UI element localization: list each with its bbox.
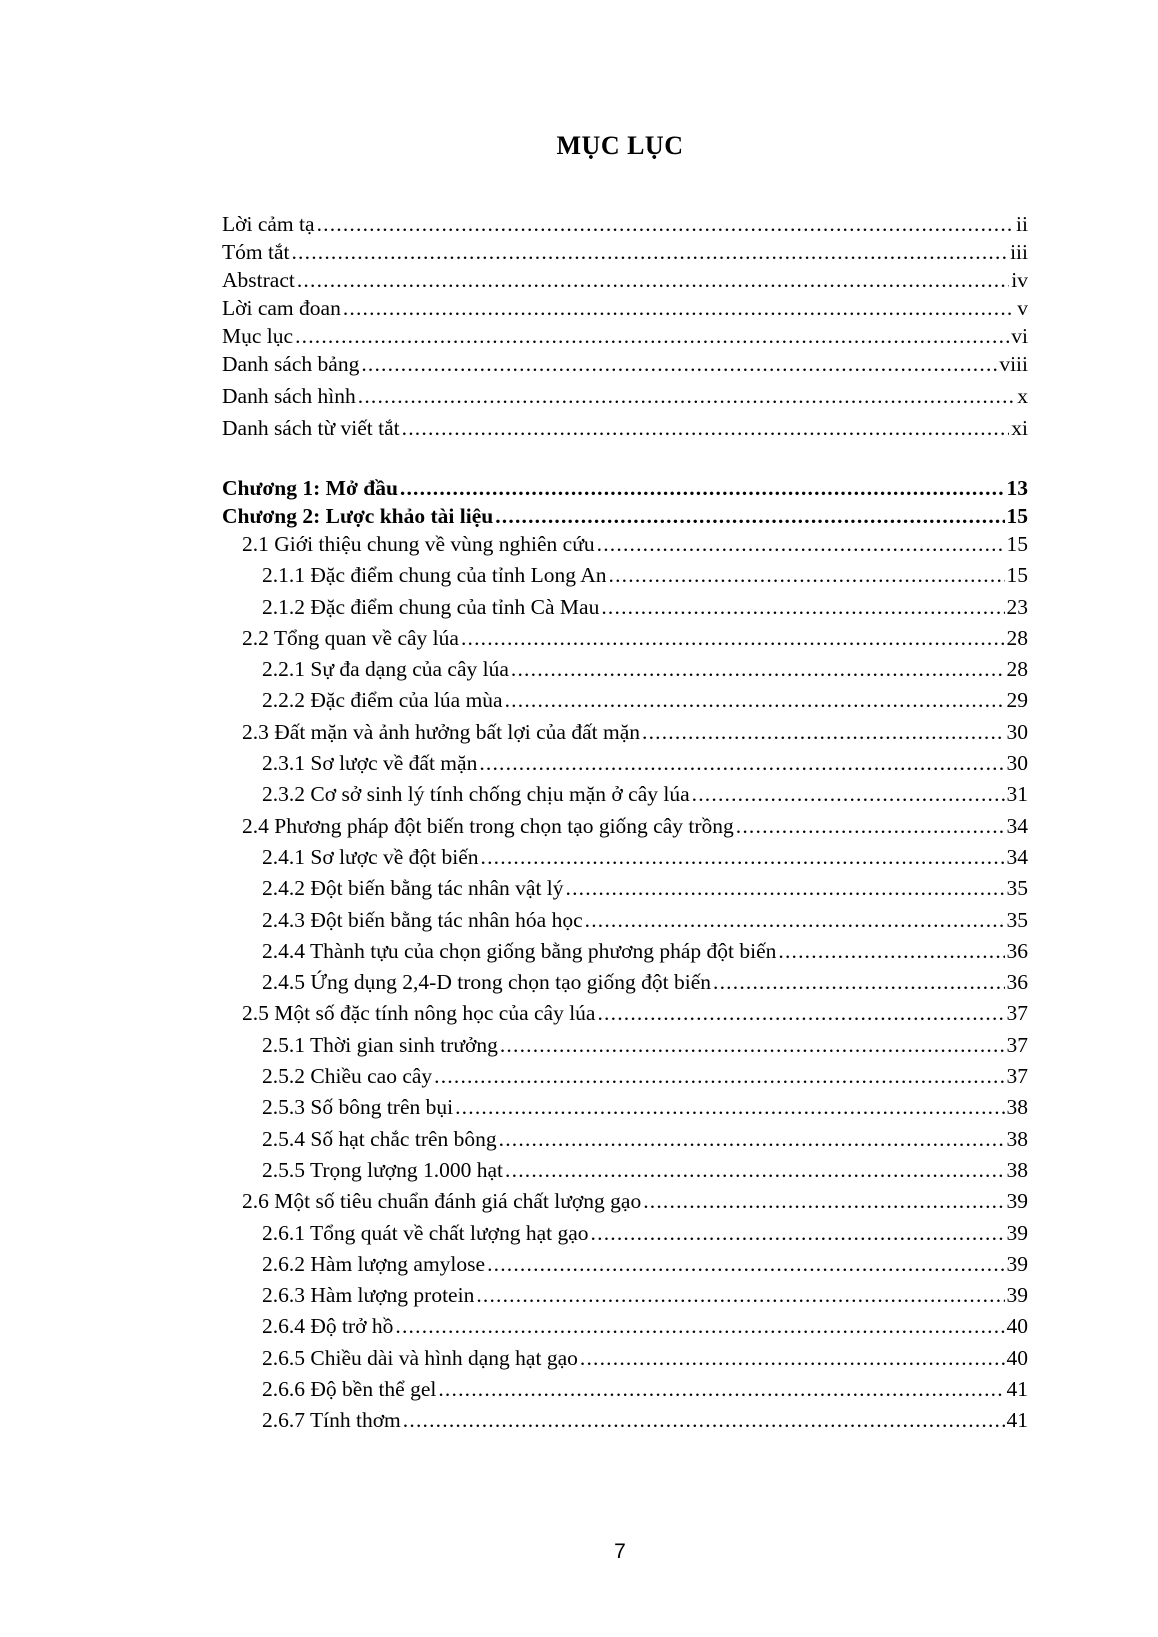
- toc-entry[interactable]: [222, 876, 1028, 907]
- toc-entry-label: 2.4.4 Thành tựu của chọn giống bằng phương pháp đột biến: [262, 938, 777, 963]
- toc-entry[interactable]: [222, 240, 1028, 268]
- toc-entry-label: 2.2.2 Đặc điểm của lúa mùa: [262, 688, 503, 713]
- toc-entry-label: 2.4.3 Đột biến bằng tác nhân hóa học: [262, 907, 583, 932]
- dot-leader: [358, 384, 1016, 409]
- dot-leader: [400, 476, 1005, 501]
- toc-entry[interactable]: [222, 352, 1028, 384]
- toc-entry[interactable]: [222, 324, 1028, 352]
- toc-entry[interactable]: [222, 1001, 1028, 1032]
- dot-leader: [778, 939, 1004, 964]
- toc-entry[interactable]: [222, 908, 1028, 939]
- toc-entry[interactable]: [222, 782, 1028, 813]
- toc-entry[interactable]: [222, 504, 1028, 532]
- toc-entry-page: 15: [1006, 504, 1028, 528]
- toc-entry[interactable]: [222, 751, 1028, 782]
- page-title: MỤC LỤC: [556, 131, 684, 160]
- toc-entry[interactable]: [222, 416, 1028, 448]
- toc-entry-page: 28: [1006, 657, 1028, 682]
- toc-entry-label: 2.5.2 Chiều cao cây: [262, 1064, 433, 1089]
- dot-leader: [609, 563, 1005, 588]
- toc-entry[interactable]: [222, 268, 1028, 296]
- toc-entry-label: 2.5.1 Thời gian sinh trưởng: [262, 1032, 498, 1057]
- toc-entry-page: iv: [1011, 268, 1028, 292]
- front-matter-toc: [222, 212, 1028, 448]
- toc-entry-page: 35: [1006, 876, 1028, 901]
- toc-entry-label: Danh sách hình: [222, 384, 356, 408]
- toc-entry-label: 2.4 Phương pháp đột biến trong chọn tạo giống cây trồng: [242, 813, 734, 838]
- dot-leader: [403, 1408, 1005, 1433]
- toc-entry[interactable]: [222, 939, 1028, 970]
- dot-leader: [505, 688, 1005, 713]
- toc-entry[interactable]: [222, 657, 1028, 688]
- toc-entry-page: 41: [1006, 1377, 1028, 1402]
- toc-entry[interactable]: [222, 1033, 1028, 1064]
- toc-entry-page: 38: [1006, 1095, 1028, 1120]
- toc-entry-page: 35: [1006, 907, 1028, 932]
- dot-leader: [591, 1221, 1005, 1246]
- toc-entry-label: 2.3 Đất mặn và ảnh hưởng bất lợi của đất mặn: [242, 719, 640, 744]
- toc-entry[interactable]: [222, 970, 1028, 1001]
- toc-entry-page: 37: [1006, 1064, 1028, 1089]
- toc-entry-label: Lời cam đoan: [222, 296, 341, 320]
- toc-entry-page: xi: [1011, 416, 1028, 440]
- toc-entry-label: 2.4.2 Đột biến bằng tác nhân vật lý: [262, 876, 564, 901]
- toc-entry[interactable]: [222, 1283, 1028, 1314]
- dot-leader: [499, 1127, 1005, 1152]
- dot-leader: [476, 1283, 1004, 1308]
- toc-entry-label: Mục lục: [222, 324, 294, 348]
- dot-leader: [438, 1377, 1004, 1402]
- toc-entry-label: 2.4.5 Ứng dụng 2,4-D trong chọn tạo giống đột biến: [262, 970, 712, 995]
- toc-entry-label: 2.6 Một số tiêu chuẩn đánh giá chất lượng gạo: [242, 1189, 642, 1214]
- toc-entry[interactable]: [222, 595, 1028, 626]
- dot-leader: [713, 970, 1004, 995]
- toc-entry[interactable]: [222, 1189, 1028, 1220]
- toc-entry[interactable]: [222, 1346, 1028, 1377]
- toc-entry[interactable]: [222, 688, 1028, 719]
- dot-leader: [736, 814, 1005, 839]
- toc-entry-label: Chương 1: Mở đầu: [222, 476, 398, 500]
- toc-entry[interactable]: [222, 532, 1028, 563]
- toc-entry-label: 2.5.4 Số hạt chắc trên bông: [262, 1126, 497, 1151]
- toc-entry-label: 2.2 Tổng quan về cây lúa: [242, 625, 459, 650]
- toc-entry[interactable]: [222, 1064, 1028, 1095]
- toc-entry[interactable]: [222, 1095, 1028, 1126]
- toc-entry-label: 2.2.1 Sự đa dạng của cây lúa: [262, 657, 509, 682]
- toc-entry-page: 23: [1006, 594, 1028, 619]
- dot-leader: [580, 1346, 1005, 1371]
- toc-entry-page: 38: [1006, 1126, 1028, 1151]
- dot-leader: [487, 1252, 1004, 1277]
- toc-entry-page: 34: [1006, 844, 1028, 869]
- dot-leader: [643, 1189, 1004, 1214]
- toc-entry-page: 30: [1006, 719, 1028, 744]
- toc-entry-page: 36: [1006, 970, 1028, 995]
- dot-leader: [481, 845, 1005, 870]
- toc-entry-label: 2.6.4 Độ trở hồ: [262, 1314, 394, 1339]
- toc-entry[interactable]: [222, 845, 1028, 876]
- toc-entry-label: Lời cảm tạ: [222, 212, 315, 236]
- dot-leader: [495, 504, 1004, 529]
- toc-entry-label: 2.3.2 Cơ sở sinh lý tính chống chịu mặn ở cây lúa: [262, 782, 690, 807]
- toc-entry-label: 2.1.2 Đặc điểm chung của tỉnh Cà Mau: [262, 594, 600, 619]
- toc-entry-label: 2.4.1 Sơ lược về đột biến: [262, 844, 479, 869]
- dot-leader: [479, 751, 1004, 776]
- dot-leader: [585, 908, 1005, 933]
- dot-leader: [511, 657, 1005, 682]
- toc-entry[interactable]: [222, 1158, 1028, 1189]
- toc-entry-page: vi: [1011, 324, 1028, 348]
- toc-entry-page: viii: [999, 352, 1028, 376]
- toc-entry-page: 36: [1006, 938, 1028, 963]
- toc-entry-label: 2.6.5 Chiều dài và hình dạng hạt gạo: [262, 1345, 578, 1370]
- dot-leader: [434, 1064, 1004, 1089]
- toc-entry[interactable]: [222, 1408, 1028, 1439]
- toc-entry-label: 2.6.6 Độ bền thể gel: [262, 1377, 437, 1402]
- toc-entry-label: Danh sách từ viết tắt: [222, 416, 400, 440]
- toc-entry[interactable]: [222, 1314, 1028, 1345]
- dot-leader: [295, 324, 1009, 349]
- toc-entry-label: Tóm tắt: [222, 240, 290, 264]
- dot-leader: [402, 416, 1010, 441]
- page-number: 7: [614, 1540, 626, 1563]
- dot-leader: [395, 1314, 1004, 1339]
- toc-entry[interactable]: [222, 626, 1028, 657]
- dot-leader: [500, 1033, 1005, 1058]
- dot-leader: [291, 240, 1008, 265]
- toc-entry[interactable]: [222, 212, 1028, 240]
- toc-entry-page: 39: [1006, 1251, 1028, 1276]
- toc-entry-page: ii: [1016, 212, 1028, 236]
- toc-entry-page: 39: [1006, 1220, 1028, 1245]
- dot-leader: [461, 626, 1005, 651]
- toc-entry-label: 2.6.1 Tổng quát về chất lượng hạt gạo: [262, 1220, 589, 1245]
- toc-entry-page: 38: [1006, 1157, 1028, 1182]
- toc-entry-page: v: [1017, 296, 1028, 320]
- toc-entry-label: 2.6.3 Hàm lượng protein: [262, 1283, 475, 1308]
- toc-entry[interactable]: [222, 1221, 1028, 1252]
- toc-entry-label: 2.6.7 Tính thơm: [262, 1408, 401, 1433]
- toc-entry-page: 39: [1006, 1189, 1028, 1214]
- dot-leader: [343, 296, 1015, 321]
- toc-entry-page: 37: [1006, 1001, 1028, 1026]
- dot-leader: [642, 720, 1005, 745]
- toc-entry-label: Abstract: [222, 268, 295, 292]
- toc-entry-page: 31: [1006, 782, 1028, 807]
- chapter-toc: [222, 476, 1028, 1440]
- toc-entry-page: 30: [1006, 751, 1028, 776]
- toc-entry-label: Danh sách bảng: [222, 352, 360, 376]
- toc-entry[interactable]: [222, 720, 1028, 751]
- toc-entry-label: 2.3.1 Sơ lược về đất mặn: [262, 751, 478, 776]
- toc-entry[interactable]: [222, 296, 1028, 324]
- toc-entry-page: 37: [1006, 1032, 1028, 1057]
- toc-entry-page: 34: [1006, 813, 1028, 838]
- toc-entry-page: 40: [1006, 1345, 1028, 1370]
- toc-entry[interactable]: [222, 1377, 1028, 1408]
- toc-entry-page: 41: [1006, 1408, 1028, 1433]
- toc-entry-page: 40: [1006, 1314, 1028, 1339]
- toc-entry[interactable]: [222, 384, 1028, 416]
- dot-leader: [361, 352, 997, 377]
- toc-entry-page: 15: [1006, 563, 1028, 588]
- toc-entry-page: 13: [1006, 476, 1028, 500]
- dot-leader: [317, 212, 1014, 237]
- toc-entry-label: 2.6.2 Hàm lượng amylose: [262, 1251, 486, 1276]
- toc-entry[interactable]: [222, 1252, 1028, 1283]
- toc-entry-page: 15: [1006, 532, 1028, 556]
- toc-entry[interactable]: [222, 1127, 1028, 1158]
- toc-entry-page: x: [1017, 384, 1028, 408]
- dot-leader: [505, 1158, 1004, 1183]
- toc-entry-page: 29: [1006, 688, 1028, 713]
- toc-entry-label: 2.1.1 Đặc điểm chung của tỉnh Long An: [262, 563, 607, 588]
- dot-leader: [566, 876, 1005, 901]
- toc-entry-page: 39: [1006, 1283, 1028, 1308]
- dot-leader: [597, 1001, 1004, 1026]
- dot-leader: [455, 1095, 1004, 1120]
- dot-leader: [692, 782, 1005, 807]
- dot-leader: [601, 595, 1004, 620]
- toc-entry-label: 2.5 Một số đặc tính nông học của cây lúa: [242, 1001, 596, 1026]
- toc-entry-page: iii: [1010, 240, 1028, 264]
- toc-entry-label: 2.5.3 Số bông trên bụi: [262, 1095, 454, 1120]
- toc-entry[interactable]: [222, 476, 1028, 504]
- toc-entry[interactable]: [222, 563, 1028, 594]
- toc-entry-label: 2.1 Giới thiệu chung về vùng nghiên cứu: [242, 532, 595, 556]
- dot-leader: [597, 532, 1005, 557]
- toc-entry[interactable]: [222, 814, 1028, 845]
- dot-leader: [297, 268, 1009, 293]
- toc-entry-label: 2.5.5 Trọng lượng 1.000 hạt: [262, 1157, 504, 1182]
- toc-entry-label: Chương 2: Lược khảo tài liệu: [222, 504, 494, 528]
- toc-entry-page: 28: [1006, 625, 1028, 650]
